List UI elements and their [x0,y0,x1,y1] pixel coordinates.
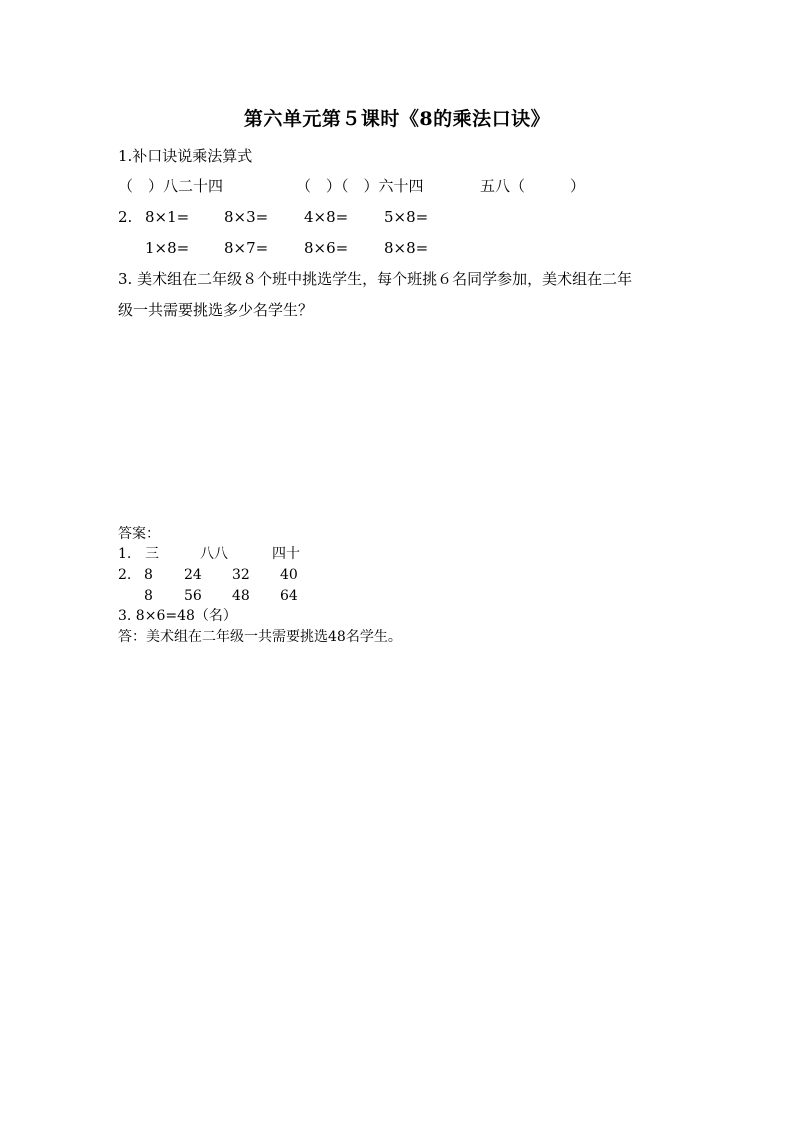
answer-2-value: 24 [184,567,202,583]
answer-1-label: 1. [118,546,132,562]
answer-2-value: 8 [144,588,153,604]
question-2-expr: 8×1= [145,208,190,226]
answer-2-value: 48 [232,588,250,604]
answer-2-value: 8 [144,567,153,583]
question-2-expr: 8×8= [384,239,429,257]
page-title: 第六单元第５课时《8的乘法口诀》 [243,108,551,130]
answer-2-label: 2. [118,567,132,583]
question-2-expr: 4×8= [304,208,349,226]
question-2-expr: 5×8= [384,208,429,226]
question-3-text-line1: 3. 美术组在二年级８个班中挑选学生，每个班挑６名同学参加，美术组在二年 [118,270,633,288]
answer-1-item: 四十 [272,546,300,562]
answer-2-value: 64 [280,588,298,604]
answer-3-sentence: 答：美术组在二年级一共需要挑选48名学生。 [118,629,402,645]
question-1-item: 五八（ ） [480,177,586,195]
answers-heading: 答案： [118,526,160,542]
question-1-item: （ ）八二十四 [118,177,224,195]
question-2-expr: 8×3= [224,208,269,226]
question-1-item: （ ）（ ）六十四 [296,177,424,195]
question-2-label: 2. [118,208,133,226]
answer-2-value: 56 [184,588,202,604]
question-2-expr: 1×8= [145,239,190,257]
answer-2-value: 40 [280,567,298,583]
answer-1-item: 八八 [200,546,228,562]
question-2-expr: 8×7= [224,239,269,257]
answer-1-item: 三 [145,546,159,562]
question-1-label: 1.补口诀说乘法算式 [118,147,253,165]
answer-2-value: 32 [232,567,250,583]
question-3-text-line2: 级一共需要挑选多少名学生？ [118,301,314,319]
answer-3-equation: 3. 8×6=48（名） [118,608,237,624]
question-2-expr: 8×6= [304,239,349,257]
